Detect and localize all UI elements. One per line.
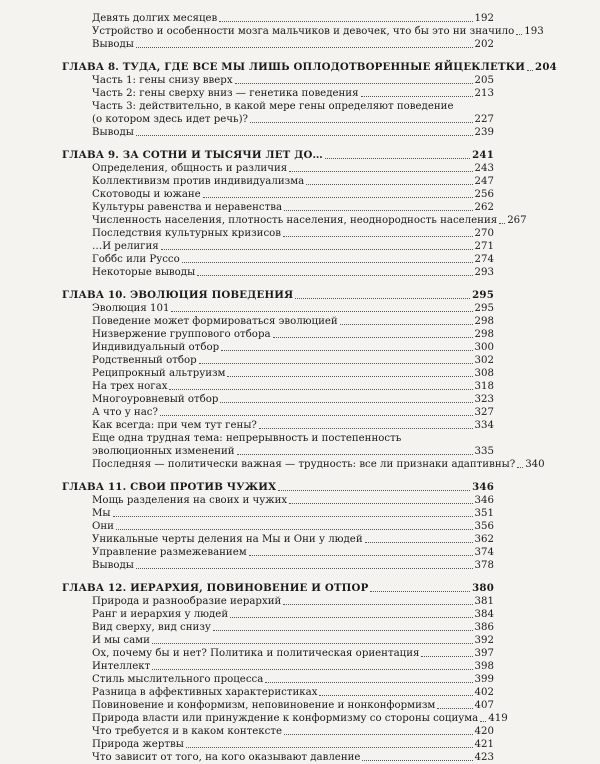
toc-entry[interactable] [62, 621, 494, 634]
page-number: 402 [474, 687, 494, 698]
dot-leader [220, 402, 472, 403]
dot-leader [361, 96, 473, 97]
page-number: 295 [474, 303, 494, 314]
dot-leader [362, 760, 472, 761]
entry-title: Индивидуальный отбор [92, 342, 220, 353]
page-number: 384 [474, 609, 494, 620]
toc-entry[interactable] [62, 507, 494, 520]
dot-leader [136, 47, 473, 48]
dot-leader [283, 604, 472, 605]
entry-title: Культуры равенства и неравенства [92, 202, 283, 213]
entry-title: Устройство и особенности мозга мальчиков и девочек, что бы это ни значило [92, 26, 515, 37]
page-number: 204 [535, 61, 557, 73]
dot-leader [152, 669, 472, 670]
entry-title: Мы [92, 508, 111, 519]
entry-title: (о котором здесь идет речь)? [92, 114, 249, 125]
chapter-heading[interactable] [62, 289, 494, 302]
toc-entry[interactable] [62, 546, 494, 559]
toc-entry[interactable] [62, 87, 494, 100]
chapter-block [62, 149, 527, 279]
page-number: 271 [474, 241, 494, 252]
toc-entry[interactable] [62, 175, 494, 188]
toc-entry[interactable] [62, 12, 494, 25]
chapter-title: ГЛАВА 11. СВОИ ПРОТИВ ЧУЖИХ [62, 481, 277, 493]
entry-title: Выводы [92, 39, 134, 50]
chapter-block [62, 481, 494, 572]
dot-leader [235, 83, 473, 84]
entry-title: Повиновение и конформизм, неповиновение и нонконформизм [92, 700, 436, 711]
page-number: 318 [474, 381, 494, 392]
toc-entry[interactable] [62, 227, 494, 240]
toc-entry[interactable] [62, 520, 494, 533]
toc-entry[interactable] [62, 162, 494, 175]
page-number: 213 [474, 88, 494, 99]
dot-leader [437, 708, 472, 709]
toc-entry[interactable] [62, 445, 494, 458]
toc-entry[interactable] [62, 686, 494, 699]
dot-leader [265, 682, 472, 683]
entry-title: Они [92, 521, 114, 532]
dot-leader [527, 70, 533, 71]
dot-leader [249, 555, 473, 556]
dot-leader [219, 21, 472, 22]
dot-leader [213, 630, 473, 631]
dot-leader [278, 490, 470, 491]
dot-leader [116, 529, 473, 530]
toc-entry[interactable] [62, 214, 527, 227]
chapter-block [62, 289, 545, 471]
table-of-contents [62, 12, 557, 764]
entry-title: Эволюция 101 [92, 303, 170, 314]
page-number: 202 [474, 39, 494, 50]
page-number: 227 [474, 114, 494, 125]
entry-title: Гоббс или Руссо [92, 254, 180, 265]
toc-entry[interactable] [62, 38, 494, 51]
entry-title: Стиль мыслительного процесса [92, 674, 264, 685]
toc-entry[interactable] [62, 634, 494, 647]
dot-leader [171, 311, 472, 312]
page-number: 397 [474, 648, 494, 659]
toc-entry[interactable] [62, 126, 494, 139]
entry-title: Родственный отбор [92, 355, 197, 366]
page-number: 192 [474, 13, 494, 24]
toc-entry[interactable] [62, 302, 494, 315]
toc-entry[interactable] [62, 253, 494, 266]
toc-entry[interactable] [62, 406, 494, 419]
chapter-heading[interactable] [62, 582, 494, 595]
entry-title: Управление размежеванием [92, 547, 247, 558]
toc-entry[interactable] [62, 673, 494, 686]
toc-entry[interactable] [62, 608, 494, 621]
entry-title: Коллективизм против индивидуализма [92, 176, 305, 187]
page-number: 419 [488, 713, 508, 724]
entry-title: Интеллект [92, 661, 151, 672]
toc-entry[interactable] [62, 188, 494, 201]
entry-title: На трех ногах [92, 381, 168, 392]
entry-title: Часть 2: гены сверху вниз — генетика поведения [92, 88, 359, 99]
toc-entry[interactable] [62, 25, 544, 38]
page-number: 205 [474, 75, 494, 86]
page-number: 300 [474, 342, 494, 353]
entry-title: Реципрокный альтруизм [92, 368, 226, 379]
page-number: 407 [474, 700, 494, 711]
toc-entry[interactable] [62, 751, 494, 764]
dot-leader [197, 275, 472, 276]
dot-leader [517, 467, 523, 468]
chapter-block [62, 582, 508, 764]
toc-entry[interactable] [62, 100, 494, 113]
page-number: 346 [472, 481, 494, 493]
toc-entry[interactable] [62, 328, 494, 341]
chapter-title: ГЛАВА 8. ТУДА, ГДЕ ВСЕ МЫ ЛИШЬ ОПЛОДОТВОРЕННЫЕ ЯЙЦЕКЛЕТКИ [62, 61, 526, 73]
dot-leader [284, 734, 473, 735]
section-gap [62, 279, 494, 289]
page-number: 274 [474, 254, 494, 265]
entry-title: Ранг и иерархия у людей [92, 609, 229, 620]
dot-leader [289, 171, 472, 172]
entry-title: Девять долгих месяцев [92, 13, 218, 24]
entry-title: Выводы [92, 127, 134, 138]
page-number: 423 [474, 752, 494, 763]
toc-entry[interactable] [62, 380, 494, 393]
page-number: 362 [474, 534, 494, 545]
section-gap [62, 572, 494, 582]
chapter-heading[interactable] [62, 149, 494, 162]
page-number: 392 [474, 635, 494, 646]
entry-title: Мощь разделения на своих и чужих [92, 495, 288, 506]
page-number: 340 [525, 459, 545, 470]
entry-title: Последствия культурных кризисов [92, 228, 282, 239]
entry-title: Поведение может формироваться эволюцией [92, 316, 338, 327]
toc-entry[interactable] [62, 266, 494, 279]
page-number: 351 [474, 508, 494, 519]
entry-title: эволюционных изменений [92, 446, 235, 457]
entry-title: Низвержение группового отбора [92, 329, 271, 340]
page-number: 378 [474, 560, 494, 571]
toc-entry[interactable] [62, 559, 494, 572]
page-number: 295 [472, 289, 494, 301]
section-gap [62, 471, 494, 481]
dot-leader [283, 236, 473, 237]
toc-entry[interactable] [62, 113, 494, 126]
page-number: 420 [474, 726, 494, 737]
entry-title: Вид сверху, вид снизу [92, 622, 211, 633]
entry-title: Многоуровневый отбор [92, 394, 219, 405]
toc-entry[interactable] [62, 315, 494, 328]
toc-entry[interactable] [62, 74, 494, 87]
toc-entry[interactable] [62, 712, 508, 725]
entry-title: Ох, почему бы и нет? Политика и политическая ориентация [92, 648, 420, 659]
entry-title: Природа власти или принуждение к конформизму со стороны социума [92, 713, 479, 724]
page-number: 308 [474, 368, 494, 379]
toc-entry[interactable] [62, 533, 494, 546]
page-number: 346 [474, 495, 494, 506]
dot-leader [161, 249, 473, 250]
dot-leader [160, 415, 473, 416]
entry-title: Разница в аффективных характеристиках [92, 687, 318, 698]
toc-entry[interactable] [62, 647, 494, 660]
entry-title: И мы сами [92, 635, 150, 646]
dot-leader [169, 389, 472, 390]
toc-entry[interactable] [62, 595, 494, 608]
toc-entry[interactable] [62, 367, 494, 380]
dot-leader [182, 262, 473, 263]
toc-entry[interactable] [62, 201, 494, 214]
dot-leader [295, 298, 470, 299]
page-number: 356 [474, 521, 494, 532]
page-number: 421 [474, 739, 494, 750]
page-number: 374 [474, 547, 494, 558]
page-number: 293 [474, 267, 494, 278]
entry-title: Как всегда: при чем тут гены? [92, 420, 257, 431]
toc-entry[interactable] [62, 458, 545, 471]
page-number: 334 [474, 420, 494, 431]
page-number: 335 [474, 446, 494, 457]
dot-leader [259, 428, 473, 429]
chapter-heading[interactable] [62, 481, 494, 494]
entry-title: Что зависит от того, на кого оказывают давление [92, 752, 361, 763]
entry-title: …И религия [92, 241, 159, 252]
section-gap [62, 51, 494, 61]
entry-title: Скотоводы и южане [92, 189, 201, 200]
entry-title: Определения, общность и различия [92, 163, 288, 174]
entry-title: Последняя — политически важная — трудность: все ли признаки адаптивны? [92, 459, 516, 470]
dot-leader [421, 656, 472, 657]
entry-title: Часть 3: действительно, в какой мере гены определяют поведение [92, 101, 454, 112]
dot-leader [306, 184, 472, 185]
toc-entry[interactable] [62, 240, 494, 253]
page-number: 262 [474, 202, 494, 213]
page-number: 398 [474, 661, 494, 672]
page-number: 256 [474, 189, 494, 200]
dot-leader [136, 135, 473, 136]
dot-leader [370, 591, 470, 592]
section-gap [62, 139, 494, 149]
toc-entry[interactable] [62, 354, 494, 367]
page-number: 270 [474, 228, 494, 239]
page-number: 298 [474, 329, 494, 340]
page-number: 380 [472, 582, 494, 594]
dot-leader [186, 747, 473, 748]
dot-leader [284, 210, 472, 211]
entry-title: А что у нас? [92, 407, 158, 418]
toc-entry[interactable] [62, 660, 494, 673]
page-number: 267 [507, 215, 527, 226]
toc-entry[interactable] [62, 432, 494, 445]
dot-leader [199, 363, 473, 364]
dot-leader [237, 454, 473, 455]
page-number: 386 [474, 622, 494, 633]
entry-title: Уникальные черты деления на Мы и Они у людей [92, 534, 363, 545]
entry-title: Выводы [92, 560, 134, 571]
dot-leader [203, 197, 473, 198]
page-number: 193 [524, 26, 544, 37]
page-number: 243 [474, 163, 494, 174]
dot-leader [152, 643, 473, 644]
entry-title: Природа и разнообразие иерархий [92, 596, 282, 607]
page-number: 323 [474, 394, 494, 405]
dot-leader [325, 158, 470, 159]
page-number: 298 [474, 316, 494, 327]
entry-title: Что требуется и в каком контексте [92, 726, 283, 737]
dot-leader [340, 324, 473, 325]
chapter-title: ГЛАВА 10. ЭВОЛЮЦИЯ ПОВЕДЕНИЯ [62, 289, 294, 301]
page-number: 302 [474, 355, 494, 366]
dot-leader [273, 337, 473, 338]
page-number: 247 [474, 176, 494, 187]
dot-leader [227, 376, 472, 377]
toc-entry[interactable] [62, 341, 494, 354]
toc-entry[interactable] [62, 494, 494, 507]
chapter-block [62, 61, 557, 139]
page-number: 241 [472, 149, 494, 161]
entry-title: Некоторые выводы [92, 267, 196, 278]
dot-leader [250, 122, 473, 123]
dot-leader [230, 617, 472, 618]
entry-title: Часть 1: гены снизу вверх [92, 75, 233, 86]
chapter-title: ГЛАВА 12. ИЕРАРХИЯ, ПОВИНОВЕНИЕ И ОТПОР [62, 582, 369, 594]
dot-leader [221, 350, 472, 351]
dot-leader [289, 503, 472, 504]
entry-title: Еще одна трудная тема: непрерывность и постепенность [92, 433, 402, 444]
toc-entry[interactable] [62, 419, 494, 432]
page-number: 399 [474, 674, 494, 685]
toc-entry[interactable] [62, 393, 494, 406]
toc-entry[interactable] [62, 738, 494, 751]
toc-entry[interactable] [62, 699, 494, 712]
dot-leader [319, 695, 472, 696]
dot-leader [499, 223, 505, 224]
page-number: 327 [474, 407, 494, 418]
dot-leader [365, 542, 473, 543]
dot-leader [136, 568, 473, 569]
chapter-title: ГЛАВА 9. ЗА СОТНИ И ТЫСЯЧИ ЛЕТ ДО… [62, 149, 323, 161]
entry-title: Природа жертвы [92, 739, 184, 750]
toc-entry[interactable] [62, 725, 494, 738]
entry-title: Численность населения, плотность населения, неоднородность населения [92, 215, 498, 226]
dot-leader [113, 516, 473, 517]
page-number: 381 [474, 596, 494, 607]
page-number: 239 [474, 127, 494, 138]
dot-leader [516, 34, 522, 35]
dot-leader [480, 721, 486, 722]
chapter-heading[interactable] [62, 61, 557, 74]
